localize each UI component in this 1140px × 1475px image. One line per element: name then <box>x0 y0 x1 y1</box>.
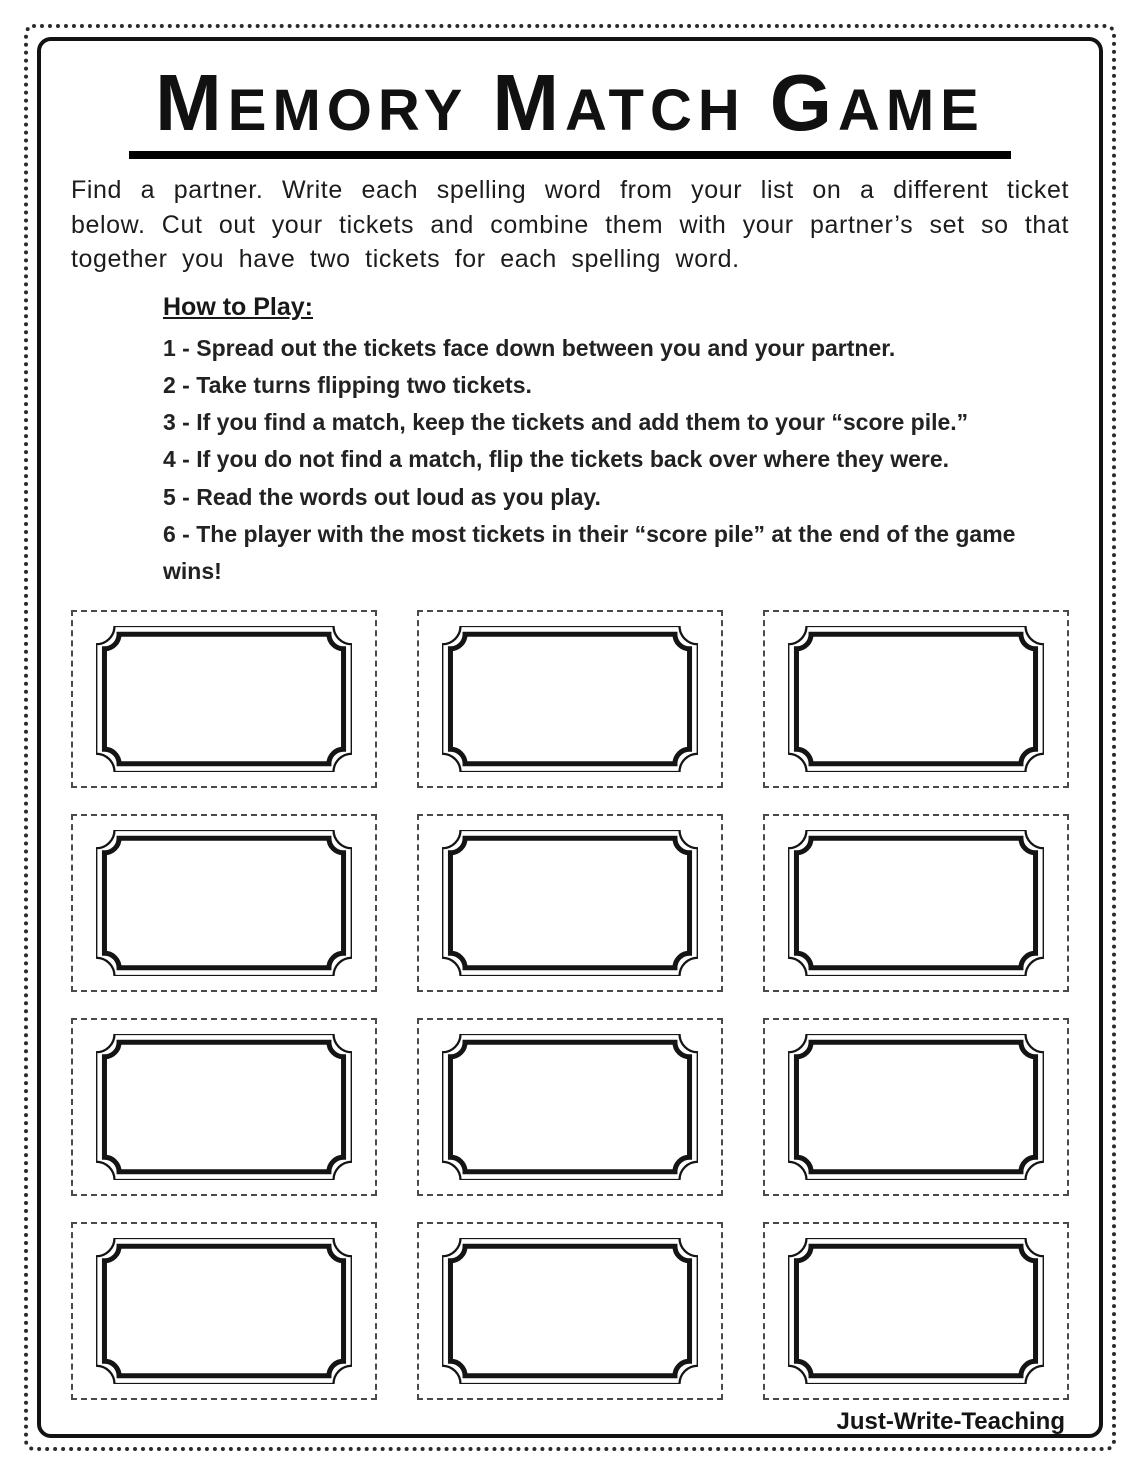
ticket-cutout-cell <box>71 814 377 992</box>
intro-paragraph: Find a partner. Write each spelling word from your list on a different ticket below. Cut out your tickets and combine them with your partner’s set so that together you have two tickets for each spelling word. <box>71 176 1069 273</box>
blank-ticket-shape <box>788 1034 1044 1180</box>
ticket-cutout-cell <box>71 1222 377 1400</box>
blank-ticket-shape <box>96 1238 352 1384</box>
blank-ticket-shape <box>442 830 698 976</box>
blank-ticket-shape <box>96 626 352 772</box>
ticket-cutout-cell <box>417 814 723 992</box>
ticket-cutout-cell <box>763 610 1069 788</box>
title-word: MEMORY <box>155 58 469 147</box>
how-to-play-step: 2 - Take turns flipping two tickets. <box>163 371 532 398</box>
page-content <box>41 41 1099 1434</box>
ticket-cutout-cell <box>763 1222 1069 1400</box>
blank-ticket-shape <box>788 626 1044 772</box>
ticket-cutout-cell <box>71 610 377 788</box>
page-title <box>129 58 1011 159</box>
blank-ticket-shape <box>96 1034 352 1180</box>
how-to-play-step: 5 - Read the words out loud as you play. <box>163 483 601 510</box>
how-to-play-step: 6 - The player with the most tickets in their “score pile” at the end of the game wins! <box>163 520 1016 584</box>
blank-ticket-shape <box>442 1034 698 1180</box>
ticket-cutout-cell <box>417 610 723 788</box>
how-to-play-heading: How to Play: <box>163 292 314 321</box>
tickets-grid <box>71 610 1069 1400</box>
ticket-cutout-cell <box>763 1018 1069 1196</box>
blank-ticket-shape <box>788 1238 1044 1384</box>
title-word: GAME <box>769 58 985 147</box>
how-to-play-section <box>163 293 1069 591</box>
how-to-play-step: 1 - Spread out the tickets face down between you and your partner. <box>163 334 896 361</box>
ticket-cutout-cell <box>417 1018 723 1196</box>
ticket-cutout-cell <box>71 1018 377 1196</box>
footer-credit: Just-Write-Teaching <box>836 1408 1065 1436</box>
title-word: MATCH <box>492 58 746 147</box>
blank-ticket-shape <box>442 626 698 772</box>
how-to-play-list <box>163 330 1069 591</box>
how-to-play-step: 4 - If you do not find a match, flip the tickets back over where they were. <box>163 446 950 473</box>
blank-ticket-shape <box>96 830 352 976</box>
title-area <box>71 58 1069 159</box>
how-to-play-step: 3 - If you find a match, keep the tickets and add them to your “score pile.” <box>163 409 969 435</box>
blank-ticket-shape <box>788 830 1044 976</box>
ticket-cutout-cell <box>417 1222 723 1400</box>
ticket-cutout-cell <box>763 814 1069 992</box>
blank-ticket-shape <box>442 1238 698 1384</box>
